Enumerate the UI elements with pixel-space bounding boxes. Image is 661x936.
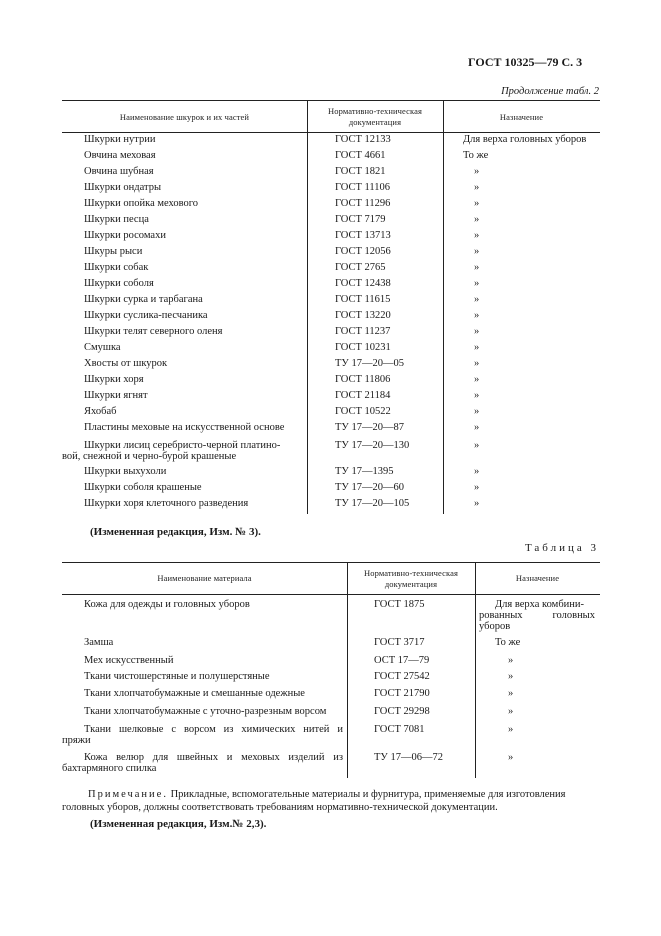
table-row-purpose: То же <box>463 150 489 161</box>
table-row-name: Шкуры рыси <box>84 246 143 257</box>
table-row-purpose: » <box>474 342 480 353</box>
table-row-name-cont: бахтармяного спилка <box>62 763 157 774</box>
table-row-doc: ГОСТ 12133 <box>335 134 391 145</box>
table-row-purpose: » <box>474 358 480 369</box>
table-row-doc: ГОСТ 27542 <box>374 671 430 682</box>
table-row-doc: ГОСТ 13220 <box>335 310 391 321</box>
table-row-purpose: » <box>474 278 480 289</box>
table-row-purpose: » <box>474 406 480 417</box>
table-row-purpose: » <box>474 440 480 451</box>
table-2-divider-2 <box>443 100 444 514</box>
table-row-doc: ГОСТ 11296 <box>335 198 391 209</box>
table-row-doc: ГОСТ 7179 <box>335 214 386 225</box>
table-row-name: Шкурки собак <box>84 262 149 273</box>
table-2-header-doc: Нормативно-техническая документация <box>328 106 422 127</box>
table-row-purpose: » <box>474 326 480 337</box>
table-3-top-rule <box>62 562 600 563</box>
table-row-name: Кожа велюр для швейных и меховых изделий из <box>84 752 343 763</box>
table-row-doc: ТУ 17—20—60 <box>335 482 404 493</box>
table-row-doc: ГОСТ 21790 <box>374 688 430 699</box>
table-row-purpose: » <box>474 466 480 477</box>
table-3-divider-2 <box>475 562 476 778</box>
table-row-name: Кожа для одежды и головных уборов <box>84 599 250 610</box>
table-row-purpose: » <box>474 374 480 385</box>
table-row-purpose: » <box>474 294 480 305</box>
table-row-name: Шкурки сурка и тарбагана <box>84 294 203 305</box>
table-3-header-name: Наименование материала <box>157 573 252 583</box>
table-row-name: Шкурки хоря клеточного разведения <box>84 498 249 509</box>
table-2-header-purpose: Назначение <box>499 112 544 122</box>
table-row-doc: ГОСТ 2765 <box>335 262 386 273</box>
table-row-doc: ГОСТ 21184 <box>335 390 391 401</box>
table-row-purpose: » <box>474 230 480 241</box>
table-3-header-rule <box>62 594 600 595</box>
table-row-purpose: » <box>474 422 480 433</box>
table-row-doc: ГОСТ 10231 <box>335 342 391 353</box>
table-row-name: Пластины меховые на искусственной основе <box>84 422 285 433</box>
table-row-name: Ткани хлопчатобумажные с уточно-разрезным ворсом <box>84 706 327 717</box>
table-2-top-rule <box>62 100 600 101</box>
table-row-name: Шкурки нутрии <box>84 134 156 145</box>
table-row-doc: ТУ 17—20—105 <box>335 498 410 509</box>
table-row-name: Замша <box>84 637 114 648</box>
table-row-name: Шкурки лисиц серебристо-черной платино- <box>84 440 281 451</box>
table-row-purpose: » <box>474 246 480 257</box>
table-2-divider-1 <box>307 100 308 514</box>
table-3-divider-1 <box>347 562 348 778</box>
table-row-doc: ТУ 17—20—87 <box>335 422 404 433</box>
table-row-name: Ткани хлопчатобумажные и смешанные одежные <box>84 688 305 699</box>
table-row-name: Шкурки соболя крашеные <box>84 482 202 493</box>
table-row-purpose: » <box>474 262 480 273</box>
table-row-doc: ГОСТ 12056 <box>335 246 391 257</box>
footnote-label: Примечание. <box>88 789 168 800</box>
table-row-purpose: » <box>508 752 514 763</box>
table-row-purpose: » <box>508 724 514 735</box>
table-3-title: Таблица 3 <box>524 542 599 554</box>
table-row-purpose: » <box>508 655 514 666</box>
table-row-name: Шкурки хоря <box>84 374 144 385</box>
table-row-doc: ТУ 17—20—05 <box>335 358 404 369</box>
table-row-purpose: » <box>508 688 514 699</box>
table-row-purpose: » <box>474 198 480 209</box>
table-row-name: Ткани шелковые с ворсом из химических нитей и <box>84 724 343 735</box>
table-row-doc: ГОСТ 4661 <box>335 150 386 161</box>
table-row-doc: ТУ 17—06—72 <box>374 752 443 763</box>
table-row-name: Шкурки телят северного оленя <box>84 326 223 337</box>
table-row-doc: ГОСТ 13713 <box>335 230 391 241</box>
table-row-doc: ТУ 17—20—130 <box>335 440 410 451</box>
table-row-purpose: » <box>474 482 480 493</box>
table-row-doc: ГОСТ 12438 <box>335 278 391 289</box>
table-row-name: Шкурки ягнят <box>84 390 148 401</box>
table-row-purpose: » <box>474 182 480 193</box>
table-row-purpose-cont: уборов <box>479 621 511 632</box>
table-row-name: Шкурки суслика-песчаника <box>84 310 208 321</box>
table-row-purpose: То же <box>495 637 521 648</box>
table-row-purpose: » <box>474 310 480 321</box>
table-2-header-rule <box>62 132 600 133</box>
table-row-name: Шкурки песца <box>84 214 149 225</box>
table-row-name: Шкурки росомахи <box>84 230 166 241</box>
table-row-name: Овчина меховая <box>84 150 156 161</box>
table-row-purpose-cont: рованных головных <box>479 610 595 621</box>
table-row-doc: ГОСТ 11615 <box>335 294 391 305</box>
table-row-name: Ткани чистошерстяные и полушерстяные <box>84 671 270 682</box>
table-row-doc: ГОСТ 11237 <box>335 326 391 337</box>
table-2-header-name: Наименование шкурок и их частей <box>119 112 250 122</box>
table-row-name: Яхобаб <box>84 406 117 417</box>
table-row-name: Смушка <box>84 342 121 353</box>
table-row-name: Овчина шубная <box>84 166 154 177</box>
table-row-purpose: Для верха комбини- <box>495 599 585 610</box>
table-row-name-cont: вой, снежной и черно-бурой крашеные <box>62 451 237 462</box>
table-row-purpose: Для верха головных уборов <box>463 134 587 145</box>
table-row-name: Шкурки опойка мехового <box>84 198 199 209</box>
footnote-text: Прикладные, вспомогательные материалы и фурнитура, применяемые для изготовления головных уборов, должны соответствовать требованиям нормативно-технической документации. <box>62 789 566 813</box>
table-row-doc: ГОСТ 10522 <box>335 406 391 417</box>
table-row-doc: ГОСТ 7081 <box>374 724 425 735</box>
table-3-header-doc: Нормативно-техническая документация <box>364 568 458 589</box>
table-row-purpose: » <box>474 498 480 509</box>
table-row-doc: ОСТ 17—79 <box>374 655 430 666</box>
table-row-name: Шкурки выхухоли <box>84 466 167 477</box>
table-row-doc: ГОСТ 1875 <box>374 599 425 610</box>
table-row-purpose: » <box>508 671 514 682</box>
table-row-name: Хвосты от шкурок <box>84 358 168 369</box>
amendment-note-2: (Измененная редакция, Изм.№ 2,3). <box>90 818 267 830</box>
table-row-name: Шкурки соболя <box>84 278 154 289</box>
table-row-purpose: » <box>508 706 514 717</box>
table-continuation-label: Продолжение табл. 2 <box>501 86 599 97</box>
table-row-name-cont: пряжи <box>62 735 91 746</box>
footnote <box>62 788 600 814</box>
table-row-purpose: » <box>474 390 480 401</box>
table-row-doc: ГОСТ 29298 <box>374 706 430 717</box>
table-row-doc: ГОСТ 1821 <box>335 166 386 177</box>
table-row-purpose: » <box>474 214 480 225</box>
table-row-doc: ГОСТ 3717 <box>374 637 425 648</box>
table-row-doc: ТУ 17—1395 <box>335 466 394 477</box>
table-row-purpose: » <box>474 166 480 177</box>
table-3-header-purpose: Назначение <box>515 573 560 583</box>
table-row-doc: ГОСТ 11106 <box>335 182 391 193</box>
table-row-name: Шкурки ондатры <box>84 182 162 193</box>
amendment-note-1: (Измененная редакция, Изм. № 3). <box>90 526 261 538</box>
table-row-doc: ГОСТ 11806 <box>335 374 391 385</box>
page-header: ГОСТ 10325—79 С. 3 <box>468 55 583 69</box>
table-row-name: Мех искусственный <box>84 655 174 666</box>
